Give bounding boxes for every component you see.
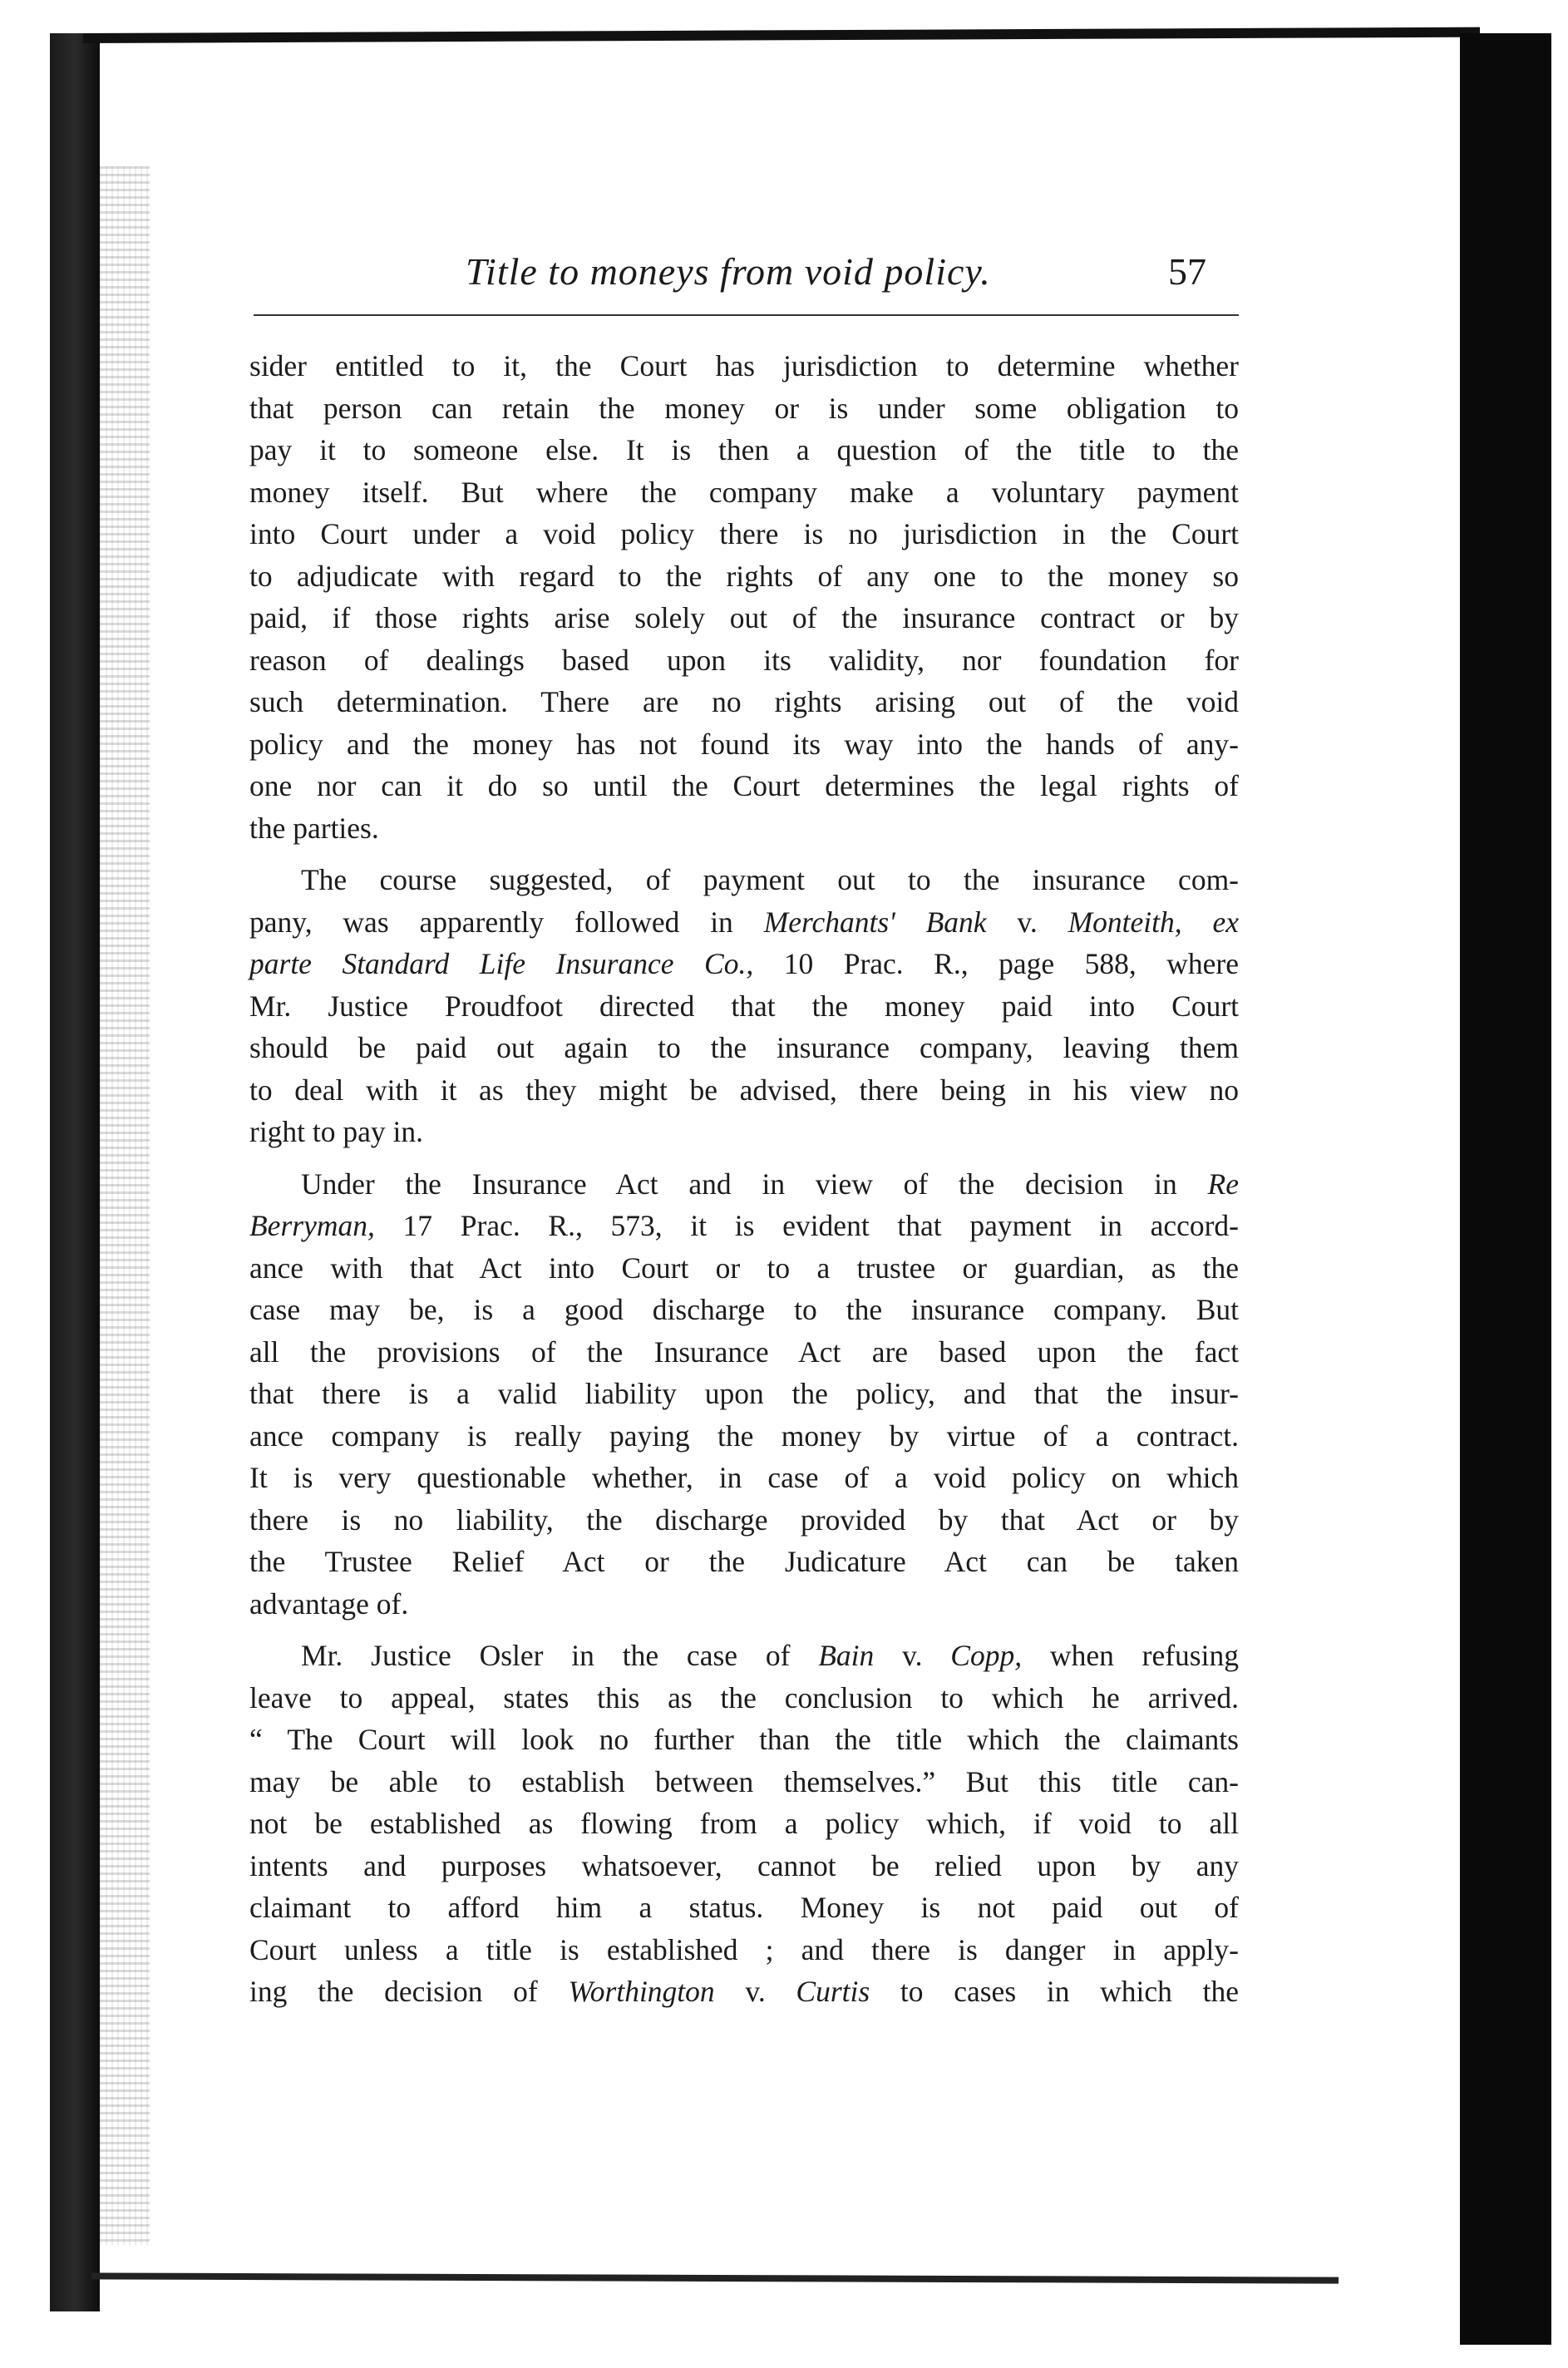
text-line: pay it to someone else. It is then a question of the title to the [249, 433, 1239, 466]
text-line: ance with that Act into Court or to a trustee or guardian, as the [249, 1251, 1239, 1285]
text-line: there is no liability, the discharge provided by that Act or by [249, 1502, 1239, 1537]
text-line: that person can retain the money or is under some obligation to [249, 391, 1239, 425]
scan-bottom-edge [91, 2272, 1339, 2283]
text-line: such determination. There are no rights arising out of the void [249, 685, 1239, 718]
text-line: advantage of. [249, 1586, 409, 1621]
text-line: claimant to afford him a status. Money is not paid out of [249, 1891, 1239, 1924]
text-line: not be established as flowing from a policy which, if void to all [249, 1807, 1239, 1840]
text-line: intents and purposes whatsoever, cannot be relied upon by any [249, 1848, 1239, 1882]
scan-left-speckle [100, 166, 150, 2245]
text-line: Mr. Justice Proudfoot directed that the money paid into Court [249, 989, 1239, 1023]
text-line: case may be, is a good discharge to the insurance company. But [249, 1293, 1239, 1326]
text-line: right to pay in. [249, 1115, 424, 1148]
text-line: the parties. [249, 811, 379, 845]
text-line: money itself. But where the company make a voluntary payment [249, 475, 1239, 509]
text-line: ance company is really paying the money by virtue of a contract. [249, 1418, 1239, 1453]
scan-right-edge [1460, 33, 1551, 2345]
paragraph-3 [249, 1163, 1239, 1626]
text-line: pany, was apparently followed in Merchants' Bank v. Monteith, ex [249, 905, 1239, 939]
text-line: to adjudicate with regard to the rights of any one to the money so [249, 559, 1239, 593]
text-line: ing the decision of Worthington v. Curtis to cases in which the [249, 1975, 1239, 2008]
text-line: policy and the money has not found its way into the hands of any- [249, 727, 1239, 761]
running-title: Title to moneys from void policy. [466, 250, 991, 293]
text-line: should be paid out again to the insurance company, leaving them [249, 1031, 1239, 1064]
scan-left-binding-shadow [50, 33, 100, 2311]
text-line: The course suggested, of payment out to the insurance com- [301, 863, 1239, 896]
text-line: sider entitled to it, the Court has jurisdiction to determine whether [249, 349, 1239, 382]
text-line: It is very questionable whether, in case of a void policy on which [249, 1461, 1239, 1494]
paragraph-2 [249, 859, 1239, 1153]
text-line: one nor can it do so until the Court determines the legal rights of [249, 769, 1239, 802]
text-line: “ The Court will look no further than the title which the claimants [249, 1723, 1239, 1756]
body-text [249, 345, 1239, 2023]
text-line: paid, if those rights arise solely out of the insurance contract or by [249, 601, 1239, 634]
text-line: the Trustee Relief Act or the Judicature Act can be taken [249, 1545, 1239, 1578]
page-number: 57 [1168, 250, 1206, 293]
text-line: reason of dealings based upon its validity, nor foundation for [249, 643, 1239, 677]
header-rule [254, 314, 1239, 316]
paragraph-4 [249, 1635, 1239, 2013]
text-line: parte Standard Life Insurance Co., 10 Prac. R., page 588, where [249, 947, 1239, 980]
scan-top-edge [83, 27, 1480, 43]
text-line: all the provisions of the Insurance Act are based upon the fact [249, 1334, 1239, 1369]
paragraph-1 [249, 345, 1239, 849]
text-line: Berryman, 17 Prac. R., 573, it is evident that payment in accord- [249, 1209, 1239, 1242]
text-line: into Court under a void policy there is no jurisdiction in the Court [249, 517, 1239, 550]
text-line: Mr. Justice Osler in the case of Bain v. Copp, when refusing [301, 1639, 1239, 1672]
text-line: Under the Insurance Act and in view of the decision in Re [301, 1167, 1239, 1201]
text-line: that there is a valid liability upon the policy, and that the insur- [249, 1377, 1239, 1410]
text-line: to deal with it as they might be advised, there being in his view no [249, 1073, 1239, 1107]
text-line: Court unless a title is established ; and there is danger in apply- [249, 1932, 1239, 1966]
text-line: may be able to establish between themselves.” But this title can- [249, 1764, 1239, 1798]
text-line: leave to appeal, states this as the conclusion to which he arrived. [249, 1680, 1239, 1714]
